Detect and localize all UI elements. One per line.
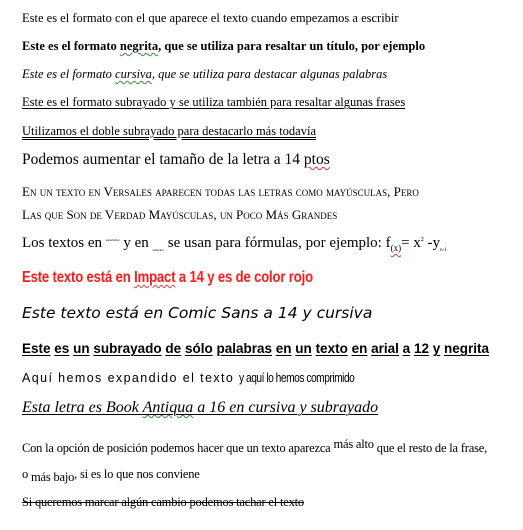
expanded-text: Aquí hemos expandido el texto <box>22 371 240 385</box>
size-14-ptos: ptos <box>303 151 330 168</box>
double-underline-text: Utilizamos el doble subrayado para destacarlo más todavía <box>22 124 316 138</box>
book-antiqua-word: Antiqua <box>142 399 194 416</box>
line-small-caps-1 <box>22 185 419 198</box>
word: palabras <box>216 341 272 356</box>
line-small-caps-2 <box>22 208 337 221</box>
impact-word: Impact <box>134 269 176 286</box>
italic-format-text-1: Este es el formato <box>22 67 116 81</box>
word: a <box>402 341 411 356</box>
normal-format-text: Este es el formato con el que aparece el texto cuando empezamos a escribir <box>22 11 399 25</box>
formula-n1: n-1 <box>440 248 447 253</box>
word: un <box>295 341 312 356</box>
paragraph-position-demo <box>22 435 492 487</box>
line-underline-format <box>22 96 405 109</box>
word: es <box>54 341 70 356</box>
line-spacing-demo <box>22 372 380 385</box>
bold-format-word: negrita <box>119 39 159 53</box>
formula-eq: = x <box>401 235 421 251</box>
formula-square: 2 <box>420 237 424 243</box>
book-antiqua-text-1: Esta letra es Book <box>22 399 143 416</box>
word: y <box>432 341 441 356</box>
bold-format-text-2: , que se utiliza para resaltar un título, por ejemplo <box>158 39 426 53</box>
word: 12 <box>413 341 429 356</box>
subscript-sample: subíndice <box>152 248 164 252</box>
superscript-text-3: se usan para fórmulas, por ejemplo: f <box>164 235 391 251</box>
impact-text-1: Este texto está en <box>22 269 135 286</box>
position-text-3: , si es lo que nos conviene <box>74 467 200 481</box>
superscript-text-1: Los textos en <box>22 235 106 251</box>
strikethrough-text: Si queremos marcar algún cambio podemos tachar el texto <box>22 495 304 509</box>
line-super-subscript <box>22 236 447 251</box>
word: arial <box>371 341 399 356</box>
formula-y: -y <box>423 235 441 251</box>
word: subrayado <box>93 341 162 356</box>
raised-text: más alto <box>333 437 374 451</box>
line-bold-format <box>22 40 425 53</box>
position-text-2: que el resto de la frase, o <box>22 441 488 481</box>
word: en <box>275 341 292 356</box>
size-14-text: Podemos aumentar el tamaño de la letra a 14 <box>22 151 304 168</box>
word: de <box>165 341 182 356</box>
superscript-text-2: y en <box>119 235 153 251</box>
word: texto <box>315 341 348 356</box>
line-normal-format <box>22 12 399 25</box>
superscript-sample: superíndice <box>105 238 120 242</box>
condensed-text: y aquí lo hemos comprimido <box>239 371 355 385</box>
word: sólo <box>184 341 213 356</box>
word: en <box>351 341 368 356</box>
book-antiqua-text-2: a 16 en cursiva y subrayado <box>193 399 379 416</box>
underline-format-text: Este es el formato subrayado y se utiliza también para resaltar algunas frases <box>22 95 406 109</box>
italic-format-text-2: , que se utiliza para destacar algunas palabras <box>151 67 388 81</box>
bold-format-text-1: Este es el formato <box>22 39 120 53</box>
position-text-1: Con la opción de posición podemos hacer que un texto aparezca <box>22 441 334 455</box>
formula-fx: (x) <box>390 243 402 253</box>
italic-format-word: cursiva <box>115 67 152 81</box>
small-caps-text-1: En un texto en Versales aparecen todas las letras como mayúsculas, Pero <box>22 184 419 199</box>
line-size-14 <box>22 152 330 168</box>
line-double-underline <box>22 125 316 138</box>
line-strikethrough <box>22 496 304 509</box>
comic-sans-text: Este texto está en Comic Sans a 14 y cursiva <box>22 304 373 322</box>
line-impact-red <box>22 270 313 286</box>
small-caps-text-2: Las que Son de Verdad Mayúsculas, un Poco Más Grandes <box>22 207 338 222</box>
word: Este <box>22 341 51 356</box>
word: negrita <box>444 341 490 356</box>
line-book-antiqua <box>22 400 378 416</box>
line-comic-sans <box>22 306 372 322</box>
impact-text-2: a 14 y es de color rojo <box>175 269 313 286</box>
line-word-underline <box>22 342 489 356</box>
line-italic-format <box>22 68 387 81</box>
lowered-text: más bajo <box>30 470 75 484</box>
word: un <box>73 341 90 356</box>
